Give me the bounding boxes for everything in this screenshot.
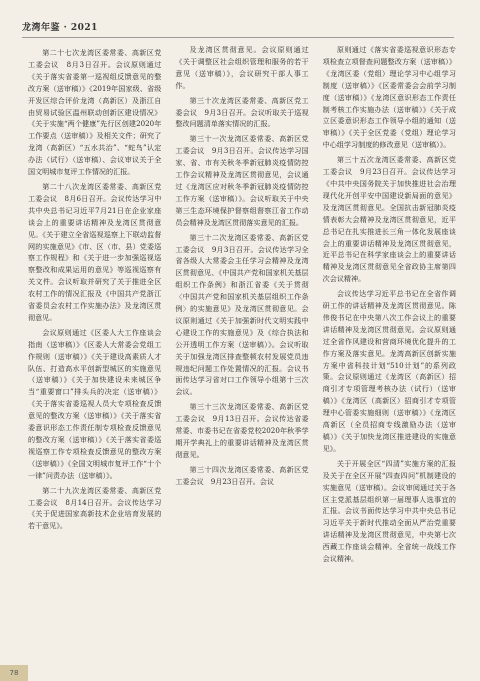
page-number: 78	[0, 665, 28, 681]
meeting-paragraph: 第三十四次龙湾区委常委、高新区党工委会议 9月23日召开。会议	[175, 464, 309, 486]
meeting-paragraph: 第三十一次龙湾区委常委、高新区党工委会议 9月3日召开。会议传达学习国家、省、市有关秋冬季新冠肺炎疫情防控工作会议精神及龙湾区贯彻意见，会议通过《龙湾区应对秋冬季新冠肺炎疫情防控工作方案（送审稿）》。会议听取关于中央第三生态环境保护督察组督察江省工作动员会精神及龙湾区贯彻落实意见的汇报。	[175, 134, 309, 227]
column-2	[175, 44, 308, 659]
meeting-paragraph: 第三十三次龙湾区委常委、高新区党工委会议 9月13日召开。会议传达省委常委、市委书记在省委党校2020年秋季学期开学典礼上的重要讲话精神及龙湾区贯彻意见。	[175, 402, 309, 459]
meeting-paragraph: 第三十二次龙湾区委常委、高新区党工委会议 9月3日召开。会议传达学习全省各级人大常委会主任学习会精神及龙湾区贯彻意见、《中国共产党和国家机关基层组织工作条例》和浙江省委《关于贯彻〈中国共产党和国家机关基层组织工作条例〉的实施意见》及龙湾区贯彻意见。会议原则通过《关于加强新时代文明实践中心建设工作的实施意见》及《综合执法和公开透明工作方案（送审稿）》。会议听取关于加强龙湾区排查整顿农村发展党员违规违纪问题工作处置情况的汇报。会议书面传达学习省对口工作领导小组第十三次会议。	[175, 232, 309, 397]
page-header: 龙湾年鉴 · 2021	[22, 23, 98, 33]
continued-paragraph: 及龙湾区贯彻意见。会议原则通过《关于调整区社会组织管理和服务的若干意见（送审稿）》，会议研究干部人事工作。	[175, 45, 309, 90]
text-columns	[28, 44, 456, 659]
meeting-paragraph: 会议传达学习近平总书记在全省作调研工作的讲话精神及龙湾区贯彻意见。陈伟俊书记在中央第八次工作会议上的重要讲话精神及龙湾区贯彻意见。会议原则通过全省作风建设和营商环境优化提升的工作方案及落实意见。龙湾高新区创新实施方案中省科技计划“510计划”的系列政策。会议原则通过《龙湾区（高新区）招商引才专项管理考核办法（试行）（送审稿）》《龙湾区（高新区）招商引才专项管理中心管委实施细则（送审稿）》《龙湾区高新区（全员招商专线激励办法（送审稿）》《关于加快龙湾区推进建设的实施意见》。	[322, 289, 456, 453]
meeting-paragraph: 关于开展全区“四清”实施方案的汇报及关于在全区开展“四查四问”机制建设的实施意见（送审稿）。会议审阅通过关于各区主党派基层组织第一届理事人选事宜的汇报。会议书面传达学习中共中央总书记习近平关于新时代推动全面从严治党重要讲话精神及龙湾区贯彻意见，中央第七次西藏工作座谈会精神。全省统一战线工作会议精神。	[322, 458, 456, 564]
column-1	[28, 44, 161, 659]
meeting-paragraph: 第二十九次龙湾区委常委、高新区党工委会议 8月14日召开。会议传达学习《关于促进国家高新技术企业培育发展的若干意见》。	[28, 485, 162, 531]
header-divider	[22, 37, 454, 38]
meeting-paragraph: 第三十次龙湾区委常委、高新区党工委会议 9月3日召开。会议听取关于巡视整改问题清单落实情况的汇报。	[175, 95, 309, 129]
meeting-paragraph: 会议原则通过《区委人大工作座谈会指南（送审稿）》《区委人大常委会党组工作规则（送审稿）》《关于建设高素质人才队伍、打造高水平创新型城区的实施意见（送审稿）》《关于加快建设未来城区争当“重要窗口”排头兵的决定（送审稿）》《关于落实省委巡视人员大专项检查反馈意见的整改方案（送审稿）》《关于落实省委意识形态工作责任制专项检查反馈意见的整改方案（送审稿）》《关于落实省委巡视巡察工作专项检查反馈意见的整改方案（送审稿）》《全国文明城市复评工作“十个一律”问责办法（送审稿）》。	[28, 327, 162, 480]
meeting-paragraph: 第二十八次龙湾区委常委、高新区党工委会议 8月6日召开。会议传达学习中共中央总书记习近平7月21日在企业家座谈会上的重要讲话精神及龙湾区贯彻意见。《关于建立全省巡视巡察上下联动监督网的实施意见》《市、区（市、县）党委巡察工作规程》和《关于进一步加强巡视巡察整改和成果运用的意见》等巡视巡察有关文件。会议听取并研究了关于推进全区农村工作的情况汇报及《中国共产党浙江省委员会农村工作实施办法》及龙湾区贯彻意见。	[28, 181, 162, 322]
meeting-paragraph: 第三十五次龙湾区委常委、高新区党工委会议 9月23日召开。会议传达学习《中共中央国务院关于加快推进社会治理现代化开创平安中国建设新局面的意见》及龙湾区贯彻意见。全国抗击新冠肺炎疫情表彰大会精神及龙湾区贯彻意见，近平总书记在扎实推进长三角一体化发展座谈会上的重要讲话精神及龙湾区贯彻意见，近平总书记在科学家座谈会上的重要讲话精神及龙湾区贯彻意见全省政协主席第四次会议精神。	[322, 155, 456, 284]
column-3	[323, 44, 456, 659]
continued-paragraph: 原则通过《落实省委巡视意识形态专项检查立项督查问题整改方案（送审稿）》《龙湾区委（党组）理论学习中心组学习制度（送审稿）》《区委常委会会前学习制度（送审稿）》《龙湾区意识形态工作责任制考核工作实施办法（送审稿）》《关于成立区委意识形态工作领导小组的通知（送审稿）》《关于全区党委（党组）理论学习中心组学习制度的修改意见（送审稿）》。	[322, 45, 456, 150]
meeting-paragraph: 第二十七次龙湾区委常委、高新区党工委会议 8月3日召开。会议原则通过《关于落实省委第一巡视组反馈意见的整改方案（送审稿）》《2019年国家级、省级开发区综合评价龙湾（高新区）及浙江自由贸易试验区温州联动创新区建设情况》《关于实施“两个健康”先行区创建2020年工作要点（送审稿）》及相关文件；研究了龙湾（高新区）“五水共治”、“蛇鸟”认定办法（试行）（送审稿）、会议审议关于全国文明城市复评工作情况的汇报。	[28, 48, 162, 177]
